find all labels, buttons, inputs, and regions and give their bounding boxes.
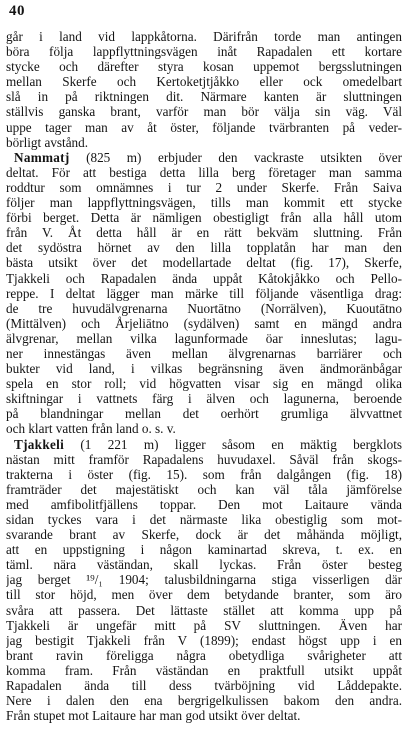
paragraph-lead-term: Tjakkeli [14,436,65,452]
text-line-content: (1 221 m) ligger såsom en mäktig bergklots [64,436,402,452]
text-line: sidan tyckes vara i det närmaste lika obestiglig som mot- [6,512,402,527]
text-line: framträder det majestätiskt och kan väl tåla jämförelse [6,481,402,497]
text-line: Nere i dalen den ena bergrigelkulissen bakom den andra. [6,693,402,709]
text-line: mellan Skerfe och Kertoketjtjåkko eller ock omedelbart [6,74,402,90]
text-line: följer man lappflyttningsvägen, tills man kommit ett stycke [6,195,402,211]
paragraph [6,150,402,437]
text-line [6,437,402,452]
paragraph-lead-term: Nammatj [14,149,70,165]
text-line: ner innestängas även mellan älvgrenarnas barriärer och [6,345,402,361]
text-line: svåra att passera. Det lättaste stället att komma upp på [6,602,402,618]
text-line: skiftningar i vattnets färg i älven och lagunerna, beroende [6,391,402,407]
text-line: börligt avstånd. [6,134,89,150]
text-line: deltat. För att bestiga detta lilla berg företager man samma [6,164,402,180]
page-number: 40 [9,3,25,19]
text-line: jag bestigit Tjakkeli från V (1899); endast högst upp i en [6,632,402,648]
paragraph [6,29,402,150]
text-line: trakterna i öster (fig. 15). som från dalgången (fig. 18) [6,466,402,482]
text-line: går i land vid lappkåtorna. Därifrån torde man antingen [6,29,402,44]
text-line: älvgrenar, mellan vilka lagunformade öar inneslutas; lagu- [6,330,402,346]
text-line: uppe tager man av åt öster, följande tvärbranten på veder- [6,119,402,135]
text-line: till stor höjd, men över dem betydande branter, som äro [6,587,402,603]
body-text [6,29,402,723]
text-line: komma fram. Från väständan en praktfull utsikt uppåt [6,662,402,678]
text-line: ställvis ganska brant, varför man bör välja sin väg. Väl [6,104,402,120]
text-line: Tjakkeli är ungefär mitt på SV sluttningen. Även har [6,617,402,633]
text-line: att en uppstigning i någon kaminartad skreva, t. ex. en [6,542,402,558]
text-line [6,150,402,165]
paragraph [6,437,402,724]
text-line: brant ravin föreligga några obetydliga svårigheter att [6,647,402,663]
text-line: Rapadalen ända till dess tvärböjning vid Låddepakte. [6,678,402,694]
text-line: Tjakkeli och Rapadalen ända uppåt Kåtokjåkko och Pello- [6,270,402,286]
text-line: svarande brant av Skerfe, dock är det måhända möjligt, [6,527,402,543]
text-line: förbi berget. Detta är nämligen obestigligt från alla håll utom [6,210,402,226]
text-line: (Mittälven) och Årjeliātno (sydälven) samt en mängd andra [6,315,402,331]
text-line: böra följa lappflyttningsvägen inåt Rapadalen ett kortare [6,44,402,60]
text-line: Från stupet mot Laitaure har man god utsikt över deltat. [6,708,301,724]
text-line: de tre huvudälvgrenarna Nuortātno (Norrälven), Kuoutātno [6,300,402,316]
text-line: på blandningar mellan det oerhört grumliga älvvattnet [6,406,402,422]
text-line: bukter vid land, i vilkas begränsning även ändmoränbågar [6,361,402,377]
text-line: bästa utsikt över det modellartade deltat (fig. 17), Skerfe, [6,255,402,271]
text-line: stycke och därefter styra kosan uppemot bergsslutningen [6,59,402,75]
text-line: reppe. I deltat lägger man märke till följande väsentliga drag: [6,285,402,301]
text-line: och klart vatten från land o. s. v. [6,421,176,437]
text-line: spela en stor roll; vid högvatten visar sig en mängd olika [6,376,402,392]
text-line: roddtur som omnämnes i tur 2 under Skerfe. Från Saiva [6,179,402,195]
text-line: täml. nära väständan, skall lyckas. Från öster besteg [6,557,402,573]
text-line: från V. Åt detta håll är en rätt bekväm sluttning. Från [6,225,402,241]
text-line: jag berget ¹⁹/₁ 1904; talusbildningarna stiga visserligen där [6,572,402,588]
text-line: nästan mitt framför Rapadalens huvudaxel. Såväl från skogs- [6,451,402,467]
text-line: det sydöstra hörnet av den lilla topplatån har man den [6,240,402,256]
text-line: med amfibolitfjällens toppar. Den mot Laitaure vända [6,496,402,512]
text-line-content: (825 m) erbjuder den vackraste utsikten över [69,149,402,165]
text-line: slå in på riktningen dit. Närmare kanten är sluttningen [6,89,402,105]
